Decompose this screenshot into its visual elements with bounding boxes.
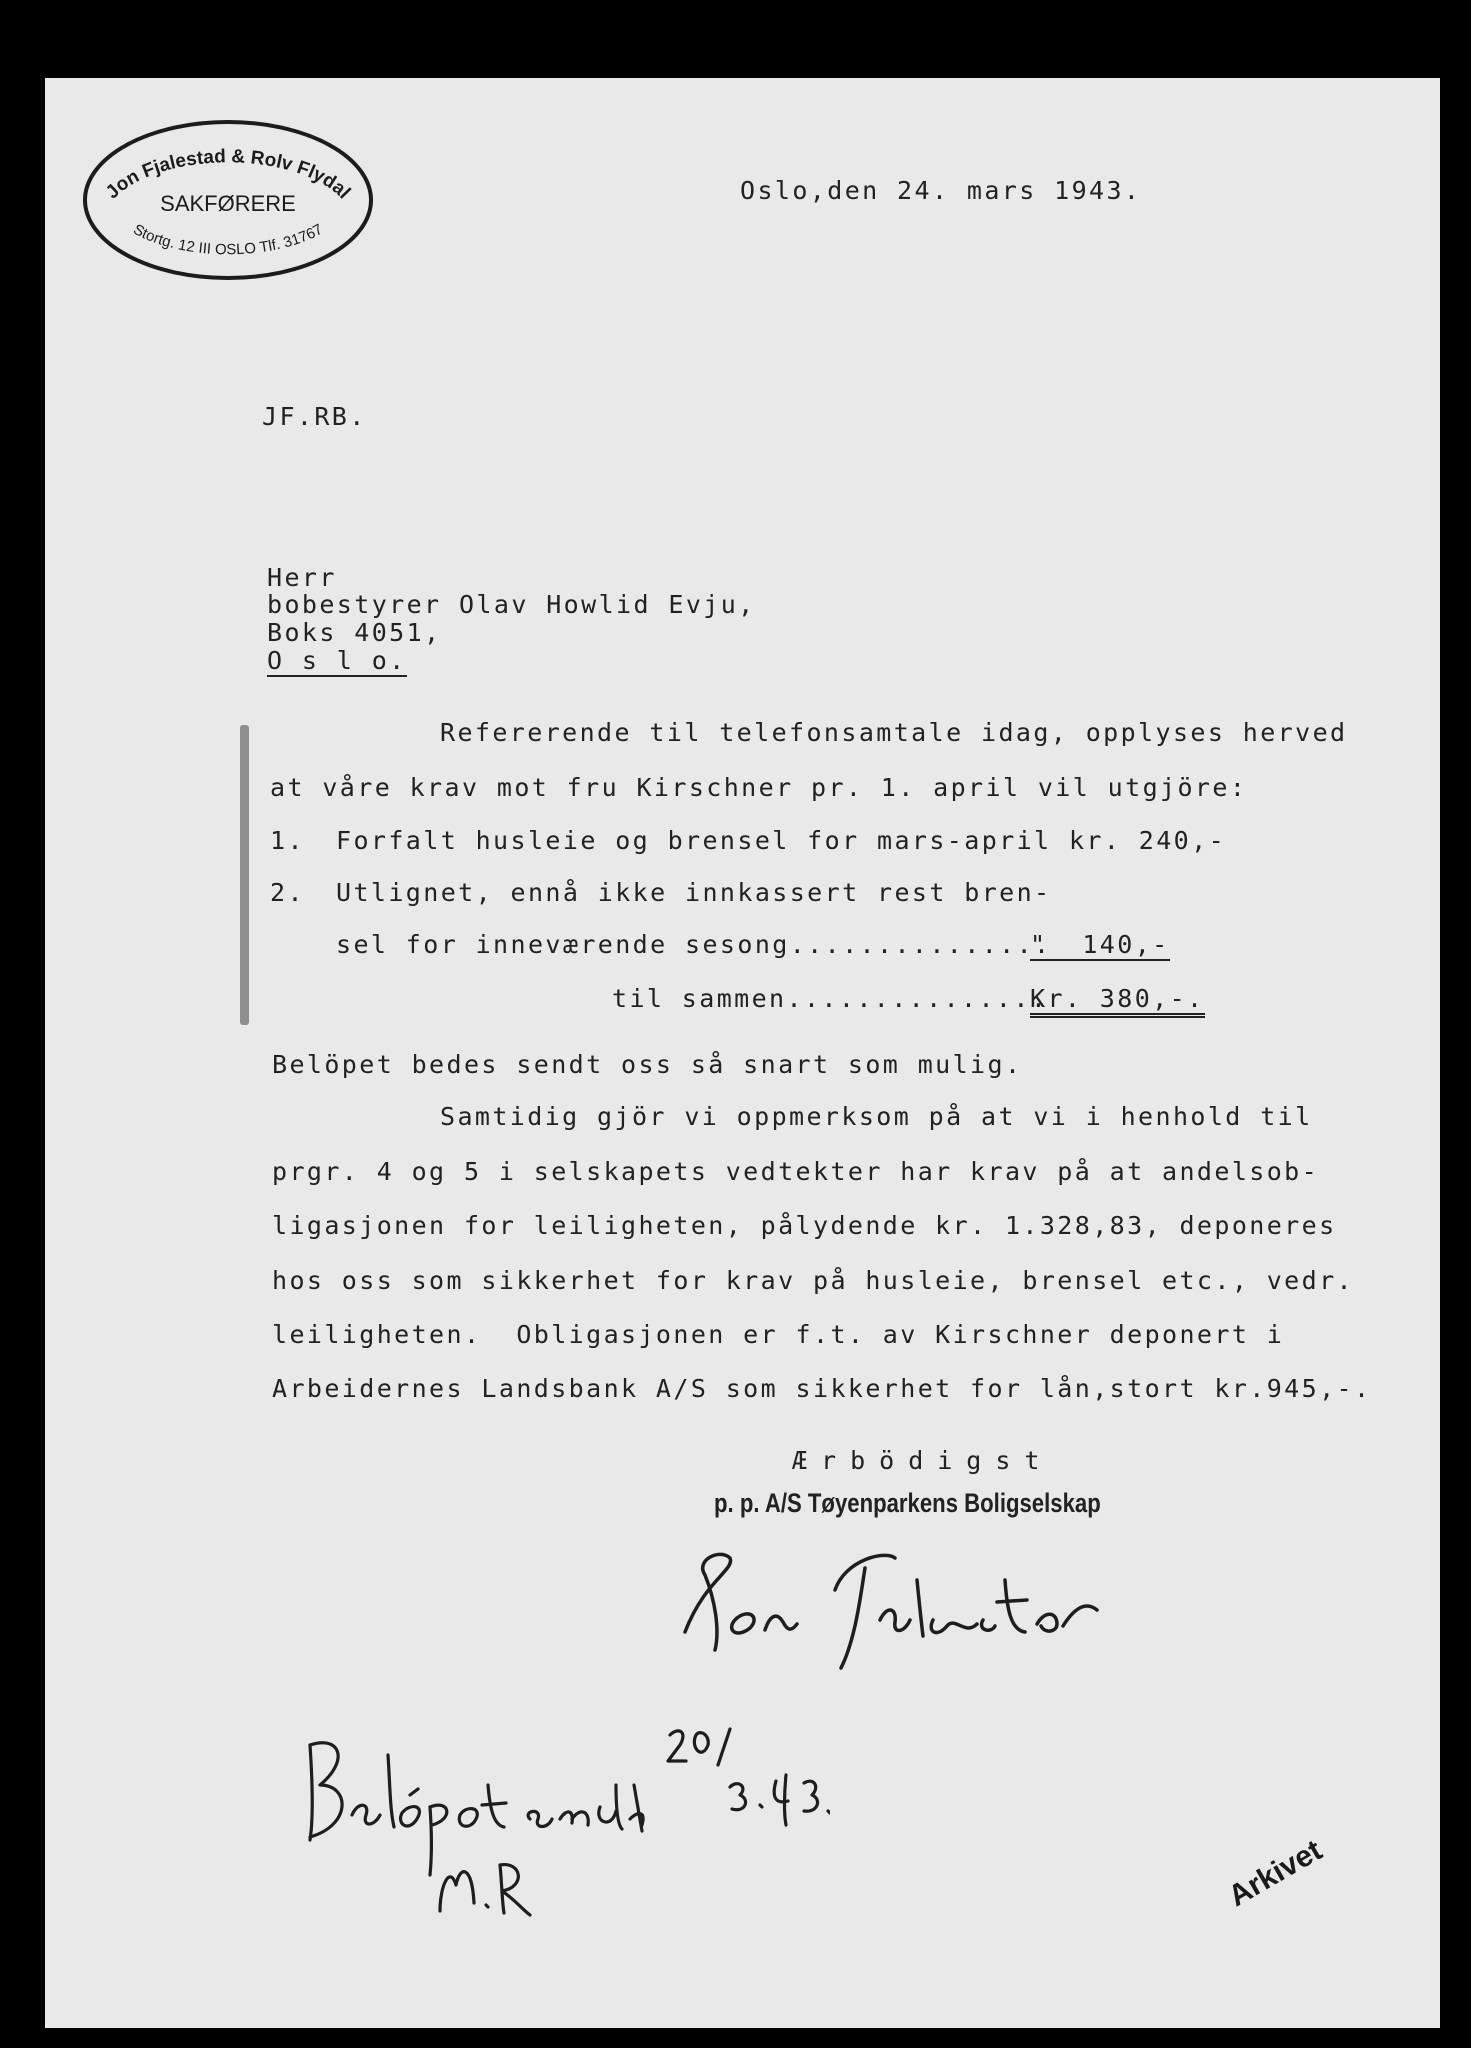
stamp-middle: SAKFØRERE [160,191,296,216]
paragraph-2-line-3: ligasjonen for leiligheten, pålydende kr. 1.328,83, deponeres [272,1211,1337,1240]
pencil-margin-mark [240,725,249,1025]
paragraph-2-line-2: prgr. 4 og 5 i selskapets vedtekter har krav på at andelsob- [272,1157,1320,1186]
recipient-line-4: O s l o. [267,646,407,675]
item-2-continuation: sel for inneværende sesong............... [336,930,1052,959]
archive-stamp: Arkivet [1223,1833,1328,1914]
paragraph-2-line-5: leiligheten. Obligasjonen er f.t. av Kirschner deponert i [272,1320,1285,1349]
letter-date: Oslo,den 24. mars 1943. [740,176,1142,205]
item-2-amount: " 140,- [1030,930,1170,959]
paragraph-2-line-6: Arbeidernes Landsbank A/S som sikkerhet for lån,stort kr.945,-. [272,1374,1372,1403]
recipient-line-3: Boks 4051, [267,618,442,647]
body-line-1: Belöpet bedes sendt oss så snart som mulig. [272,1050,1023,1079]
total-amount: Kr. 380,-. [1030,986,1205,1018]
signature [665,1540,1135,1680]
total-label: til sammen............... [612,984,1049,1013]
item-1-text: Forfalt husleie og brensel for mars-april kr. 240,- [336,826,1227,855]
recipient-line-1: Herr [267,563,337,592]
paragraph-2-line-4: hos oss som sikkerhet for krav på husleie, brensel etc., vedr. [272,1266,1354,1295]
intro-line-2: at våre krav mot fru Kirschner pr. 1. april vil utgjöre: [270,773,1248,802]
stamp-bottom-arc: Stortg. 12 III OSLO Tlf. 31767 [130,220,326,259]
recipient-line-2: bobestyrer Olav Howlid Evju, [267,590,756,619]
closing-salutation: Ærbödigst [792,1446,1054,1475]
law-firm-stamp [78,115,378,285]
item-2-text: Utlignet, ennå ikke innkassert rest bren- [336,878,1052,907]
company-stamp: p. p. A/S Tøyenparkens Boligselskap [714,1488,1101,1518]
paragraph-2-line-1: Samtidig gjör vi oppmerksom på at vi i henhold til [440,1102,1313,1131]
item-2-number: 2. [270,878,305,907]
item-1-number: 1. [270,826,305,855]
reference-code: JF.RB. [262,402,367,431]
intro-line-1: Refererende til telefonsamtale idag, opplyses herved [440,718,1348,747]
handwritten-note [290,1715,830,1925]
stamp-top-arc: Jon Fjalestad & Rolv Flydal [101,146,355,204]
svg-text:Stortg. 12 III OSLO Tlf. 317 [130,221,325,258]
